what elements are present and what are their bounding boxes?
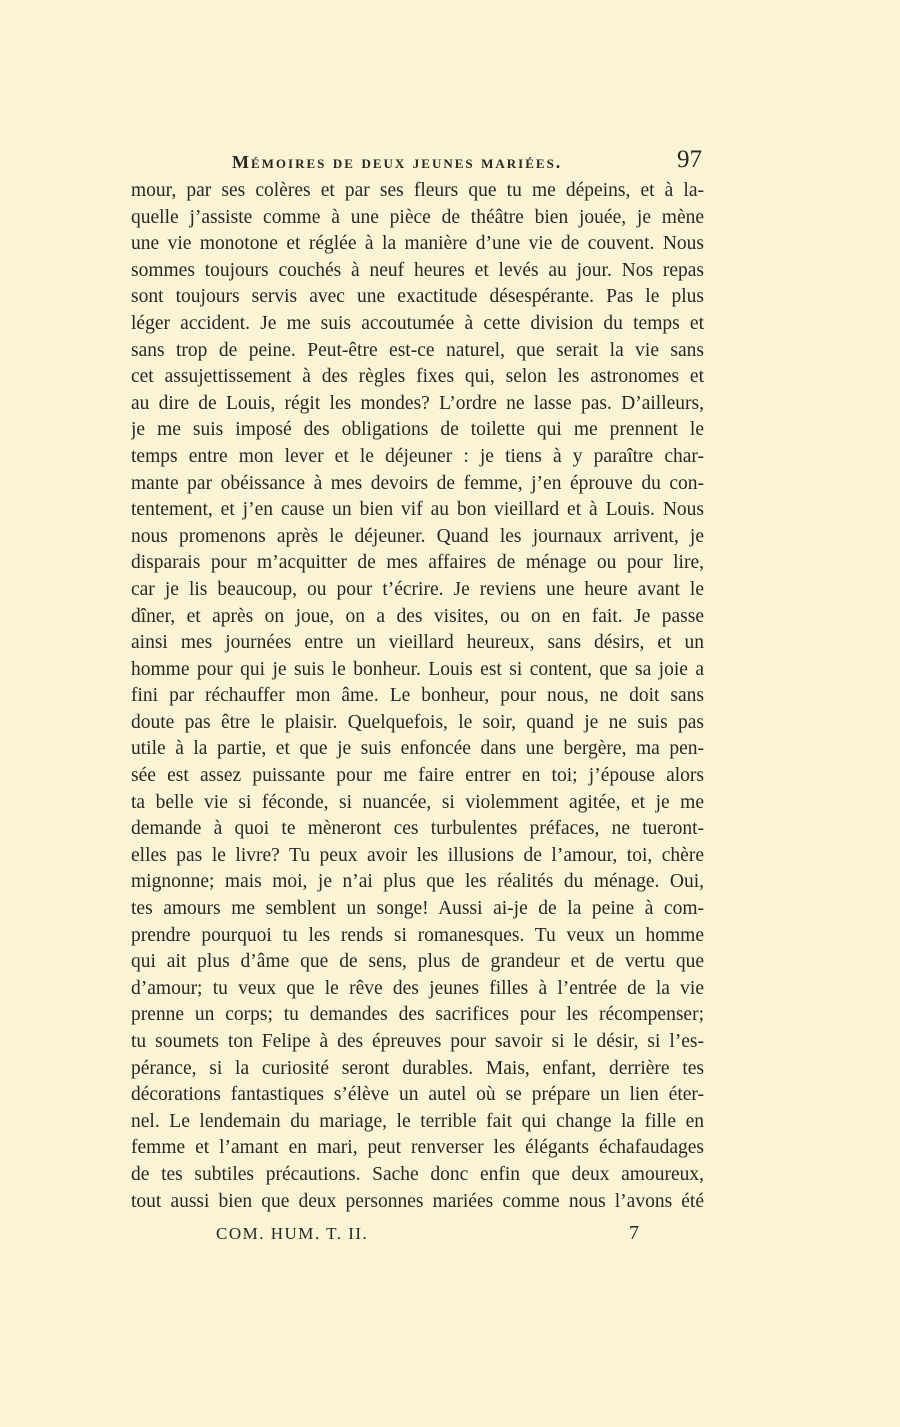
text-line: utile à la partie, et que je suis enfoncée dans une bergère, ma pen- <box>131 738 704 760</box>
running-title: Mémoires de deux jeunes mariées. <box>232 152 563 172</box>
text-line: dîner, et après on joue, on a des visites, ou on en fait. Je passe <box>131 605 704 627</box>
text-line: ainsi mes journées entre un vieillard heureux, sans désirs, et un <box>131 632 704 654</box>
page-header <box>130 146 704 178</box>
text-line: tentement, et j’en cause un bien vif au bon vieillard et à Louis. Nous <box>131 499 704 521</box>
body-text <box>131 178 704 1215</box>
text-line: mignonne; mais moi, je n’ai plus que les réalités du ménage. Oui, <box>131 871 704 893</box>
page-number: 97 <box>677 146 702 173</box>
text-line: d’amour; tu veux que le rêve des jeunes filles à l’entrée de la vie <box>131 977 704 999</box>
text-line: temps entre mon lever et le déjeuner : je tiens à y paraître char- <box>131 445 704 467</box>
text-line: sommes toujours couchés à neuf heures et levés au jour. Nos repas <box>131 259 704 281</box>
text-line: de tes subtiles précautions. Sache donc enfin que deux amoureux, <box>131 1163 704 1185</box>
text-line: sans trop de peine. Peut-être est-ce naturel, que serait la vie sans <box>131 339 704 361</box>
text-line: prenne un corps; tu demandes des sacrifices pour les récompenser; <box>131 1004 704 1026</box>
signature-mark: COM. HUM. T. II. <box>216 1224 369 1243</box>
text-line: quelle j’assiste comme à une pièce de théâtre bien jouée, je mène <box>131 206 704 228</box>
text-line: cet assujettissement à des règles fixes qui, selon les astronomes et <box>131 366 704 388</box>
text-line: nel. Le lendemain du mariage, le terrible fait qui change la fille en <box>131 1110 704 1132</box>
text-line: je me suis imposé des obligations de toilette qui me prennent le <box>131 419 704 441</box>
text-line: qui ait plus d’âme que de sens, plus de grandeur et de vertu que <box>131 951 704 973</box>
text-line: disparais pour m’acquitter de mes affaires de ménage ou pour lire, <box>131 552 704 574</box>
text-line: sont toujours servis avec une exactitude désespérante. Pas le plus <box>131 286 704 308</box>
text-line: prendre pourquoi tu les rends si romanesques. Tu veux un homme <box>131 924 704 946</box>
text-line: homme pour qui je suis le bonheur. Louis est si content, que sa joie a <box>131 658 704 680</box>
text-line: ta belle vie si féconde, si nuancée, si violemment agitée, et je me <box>131 791 704 813</box>
page-footer <box>130 1222 704 1252</box>
text-line: tu soumets ton Felipe à des épreuves pour savoir si le désir, si l’es- <box>131 1031 704 1052</box>
text-line: car je lis beaucoup, ou pour t’écrire. Je reviens une heure avant le <box>131 578 704 600</box>
text-line: doute pas être le plaisir. Quelquefois, le soir, quand je ne suis pas <box>131 711 704 733</box>
text-line: décorations fantastiques s’élève un autel où se prépare un lien éter- <box>131 1084 704 1106</box>
text-line: tout aussi bien que deux personnes mariées comme nous l’avons été <box>131 1190 704 1212</box>
text-line: femme et l’amant en mari, peut renverser les élégants échafaudages <box>131 1137 704 1159</box>
text-line: elles pas le livre? Tu peux avoir les illusions de l’amour, toi, chère <box>131 844 704 866</box>
text-line: mour, par ses colères et par ses fleurs que tu me dépeins, et à la- <box>131 180 704 201</box>
text-line: léger accident. Je me suis accoutumée à cette division du temps et <box>131 312 704 334</box>
text-line: nous promenons après le déjeuner. Quand les journaux arrivent, je <box>131 525 704 547</box>
text-line: fini par réchauffer mon âme. Le bonheur, pour nous, ne doit sans <box>131 685 704 707</box>
text-line: demande à quoi te mèneront ces turbulentes préfaces, ne tueront- <box>131 818 704 840</box>
text-line: pérance, si la curiosité seront durables. Mais, enfant, derrière tes <box>131 1057 704 1079</box>
text-line: mante par obéissance à mes devoirs de femme, j’en éprouve du con- <box>131 472 704 494</box>
text-line: au dire de Louis, régit les mondes? L’ordre ne lasse pas. D’ailleurs, <box>131 392 704 414</box>
text-line: sée est assez puissante pour me faire entrer en toi; j’épouse alors <box>131 765 704 787</box>
signature-number: 7 <box>629 1222 639 1244</box>
text-line: tes amours me semblent un songe! Aussi ai-je de la peine à com- <box>131 898 704 920</box>
text-line: une vie monotone et réglée à la manière d’une vie de couvent. Nous <box>131 233 704 255</box>
